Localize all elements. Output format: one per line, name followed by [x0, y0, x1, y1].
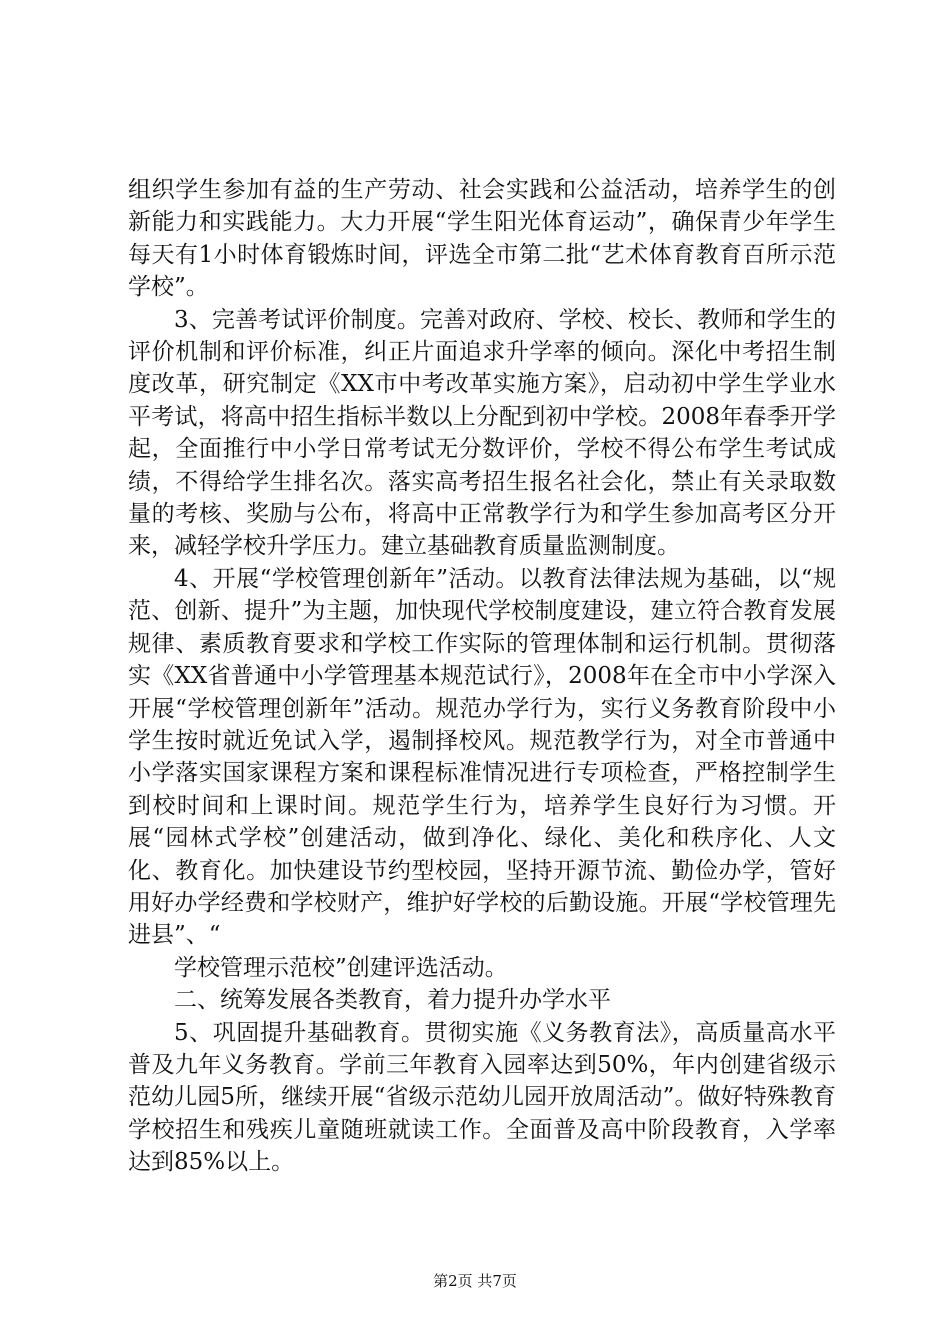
paragraph-management-demo-school: 学校管理示范校”创建评选活动。: [174, 954, 508, 981]
paragraph-school-management: 4、开展“学校管理创新年”活动。以教育法律法规为基础，以“规范、创新、提升”为主题，加快现代学校制度建设，建立符合教育发展规律、素质教育要求和学校工作实际的管理体制和运行机制。贯彻落实《XX省普通中小学管理基本规范试行》，2008年在全市中小学深入开展“学校管理创新年”活动。规范办学行为，实行义务教育阶段中小学生按时就近免试入学，遏制择校风。规范教学行为，对全市普通中小学落实国家课程方案和课程标准情况进行专项检查，严格控制学生到校时间和上课时间。规范学生行为，培养学生良好行为习惯。开展“园林式学校”创建活动，做到净化、绿化、美化和秩序化、人文化、教育化。加快建设节约型校园，坚持开源节流、勤俭办学，管好用好办学经费和学校财产，维护好学校的后勤设施。开展“学校管理先进县”、“: [128, 565, 836, 949]
paragraph-exam-evaluation: 3、完善考试评价制度。完善对政府、学校、校长、教师和学生的评价机制和评价标准，纠正片面追求升学率的倾向。深化中考招生制度改革，研究制定《XX市中考改革实施方案》，启动初中学生学业水平考试，将高中招生指标半数以上分配到初中学校。2008年春季开学起，全面推行中小学日常考试无分数评价，学校不得公布学生考试成绩，不得给学生排名次。落实高考招生报名社会化，禁止有关录取数量的考核、奖励与公布，将高中正常教学行为和学生参加高考区分开来，减轻学校升学压力。建立基础教育质量监测制度。: [128, 306, 836, 560]
section-heading-education-development: 二、统筹发展各类教育，着力提升办学水平: [174, 987, 611, 1014]
page-number-footer: 第2页 共7页: [433, 1272, 517, 1290]
document-body: [128, 174, 836, 1179]
paragraph-basic-education: 5、巩固提升基础教育。贯彻实施《义务教育法》，高质量高水平普及九年义务教育。学前三年教育入园率达到50%，年内创建省级示范幼儿园5所，继续开展“省级示范幼儿园开放周活动”。做好特殊教育学校招生和残疾儿童随班就读工作。全面普及高中阶段教育，入学率达到85%以上。: [128, 1019, 836, 1176]
paragraph-continuation: 组织学生参加有益的生产劳动、社会实践和公益活动，培养学生的创新能力和实践能力。大力开展“学生阳光体育运动”，确保青少年学生每天有1小时体育锻炼时间，评选全市第二批“艺术体育教育百所示范学校”。: [128, 177, 836, 301]
